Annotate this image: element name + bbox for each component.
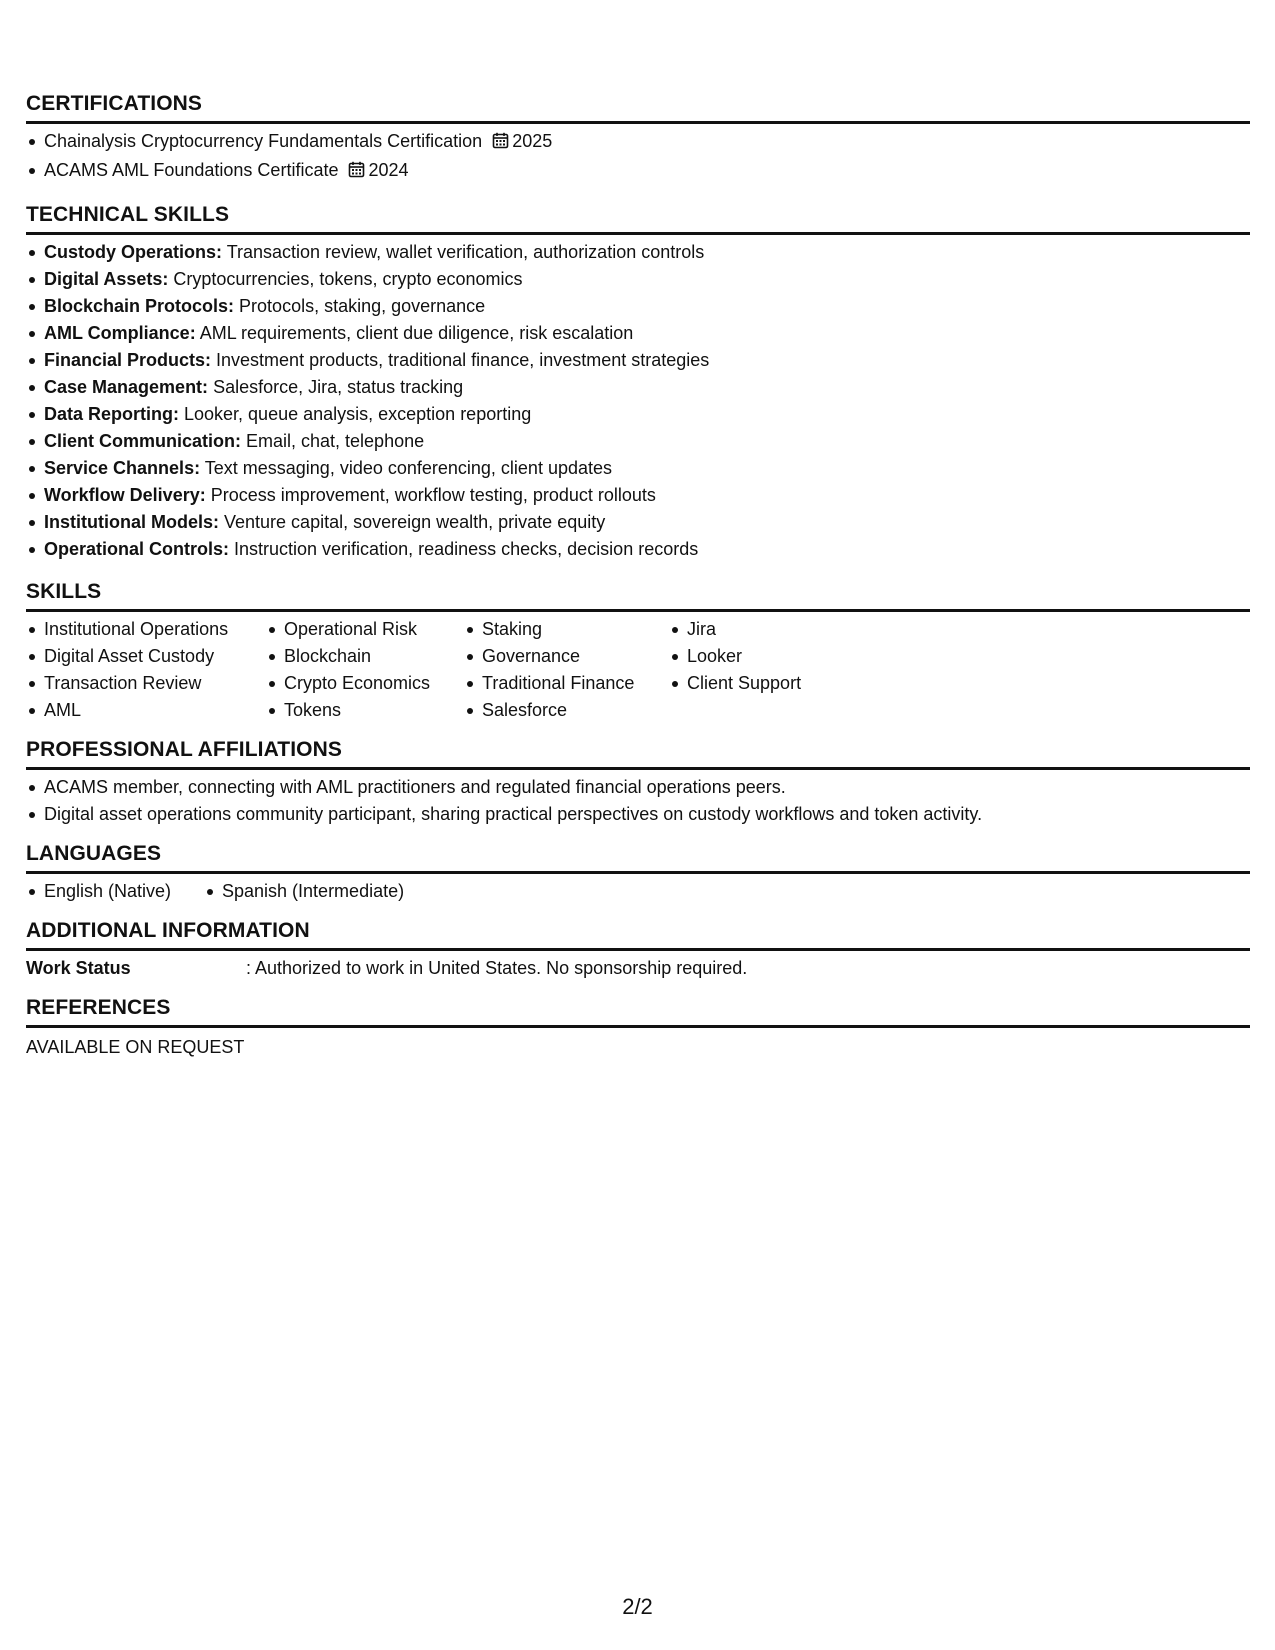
skill-item: Salesforce (464, 697, 669, 724)
skill-category-value: Transaction review, wallet verification, authorization controls (222, 242, 705, 262)
list-item (26, 374, 1250, 401)
skill-category-label: Blockchain Protocols: (44, 296, 235, 316)
skills-column (266, 616, 464, 724)
languages-column (204, 878, 404, 905)
list-item (26, 347, 1250, 374)
skill-category-label: Financial Products: (44, 350, 212, 370)
skill-category-value: Venture capital, sovereign wealth, private equity (219, 512, 606, 532)
skills-section (26, 580, 1250, 724)
certification-year: 2025 (512, 131, 553, 151)
skill-category-label: Client Communication: (44, 431, 241, 451)
skill-item: AML (26, 697, 266, 724)
certifications-list (26, 128, 1250, 186)
languages-column (26, 878, 204, 905)
certification-name: ACAMS AML Foundations Certificate (44, 160, 339, 180)
certification-name: Chainalysis Cryptocurrency Fundamentals Certification (44, 131, 483, 151)
skill-item: Client Support (669, 670, 869, 697)
list-item (26, 482, 1250, 509)
list-item (26, 128, 1250, 157)
list-item (26, 455, 1250, 482)
page-number: 2/2 (622, 1594, 653, 1619)
list-item (26, 509, 1250, 536)
skill-category-value: AML requirements, client due diligence, risk escalation (195, 323, 634, 343)
skill-category-label: Institutional Models: (44, 512, 219, 532)
skills-grid (26, 616, 1250, 724)
language-item: English (Native) (26, 878, 204, 905)
list-item (26, 536, 1250, 563)
technical-skills-section (26, 203, 1250, 563)
section-title: REFERENCES (26, 996, 1250, 1028)
list-item (26, 428, 1250, 455)
languages-section (26, 842, 1250, 905)
skill-category-value: Text messaging, video conferencing, client updates (200, 458, 612, 478)
skill-category-value: Looker, queue analysis, exception reporting (179, 404, 532, 424)
list-item (26, 239, 1250, 266)
affiliations-section (26, 738, 1250, 828)
skills-column (669, 616, 869, 724)
skill-item: Transaction Review (26, 670, 266, 697)
skill-category-value: Investment products, traditional finance, investment strategies (211, 350, 710, 370)
section-title: ADDITIONAL INFORMATION (26, 919, 1250, 951)
section-title: TECHNICAL SKILLS (26, 203, 1250, 235)
resume-page (26, 92, 1250, 1061)
skill-category-value: Salesforce, Jira, status tracking (208, 377, 464, 397)
list-item (26, 266, 1250, 293)
skill-category-value: Instruction verification, readiness checks, decision records (229, 539, 699, 559)
references-text: AVAILABLE ON REQUEST (26, 1037, 245, 1057)
skill-category-label: Operational Controls: (44, 539, 230, 559)
skill-category-label: Custody Operations: (44, 242, 223, 262)
skill-item: Staking (464, 616, 669, 643)
list-item: ACAMS member, connecting with AML practitioners and regulated financial operations peers. (26, 774, 1250, 801)
list-item (26, 320, 1250, 347)
list-item (26, 401, 1250, 428)
skill-item: Jira (669, 616, 869, 643)
calendar-icon (492, 130, 509, 157)
skill-category-value: Protocols, staking, governance (234, 296, 486, 316)
skill-category-label: Service Channels: (44, 458, 201, 478)
work-status-label: Work Status (26, 958, 131, 978)
skill-category-label: Digital Assets: (44, 269, 169, 289)
technical-skills-list (26, 239, 1250, 563)
skill-category-label: Data Reporting: (44, 404, 179, 424)
skills-column (26, 616, 266, 724)
languages-row (26, 878, 1250, 905)
section-title: PROFESSIONAL AFFILIATIONS (26, 738, 1250, 770)
skill-item: Looker (669, 643, 869, 670)
skill-item: Governance (464, 643, 669, 670)
skill-item: Operational Risk (266, 616, 464, 643)
section-title: CERTIFICATIONS (26, 92, 1250, 124)
certification-year: 2024 (368, 160, 409, 180)
skill-category-label: Case Management: (44, 377, 209, 397)
skill-item: Digital Asset Custody (26, 643, 266, 670)
affiliations-list (26, 774, 1250, 828)
skill-category-value: Email, chat, telephone (241, 431, 425, 451)
certifications-section (26, 92, 1250, 186)
references-section (26, 996, 1250, 1061)
skill-item: Crypto Economics (266, 670, 464, 697)
skill-category-value: Process improvement, workflow testing, product rollouts (205, 485, 656, 505)
skill-item: Traditional Finance (464, 670, 669, 697)
skill-item: Institutional Operations (26, 616, 266, 643)
language-item: Spanish (Intermediate) (204, 878, 404, 905)
list-item: Digital asset operations community participant, sharing practical perspectives on custody workflows and token activity. (26, 801, 1250, 828)
skills-column (464, 616, 669, 724)
skill-category-label: AML Compliance: (44, 323, 196, 343)
skill-item: Tokens (266, 697, 464, 724)
additional-information-section (26, 919, 1250, 982)
calendar-icon (348, 159, 365, 186)
skill-category-label: Workflow Delivery: (44, 485, 206, 505)
list-item (26, 293, 1250, 320)
section-title: SKILLS (26, 580, 1250, 612)
skill-item: Blockchain (266, 643, 464, 670)
work-status-value: : Authorized to work in United States. No sponsorship required. (246, 958, 748, 978)
skill-category-value: Cryptocurrencies, tokens, crypto economics (168, 269, 523, 289)
work-status-row (26, 955, 1250, 982)
section-title: LANGUAGES (26, 842, 1250, 874)
list-item (26, 157, 1250, 186)
